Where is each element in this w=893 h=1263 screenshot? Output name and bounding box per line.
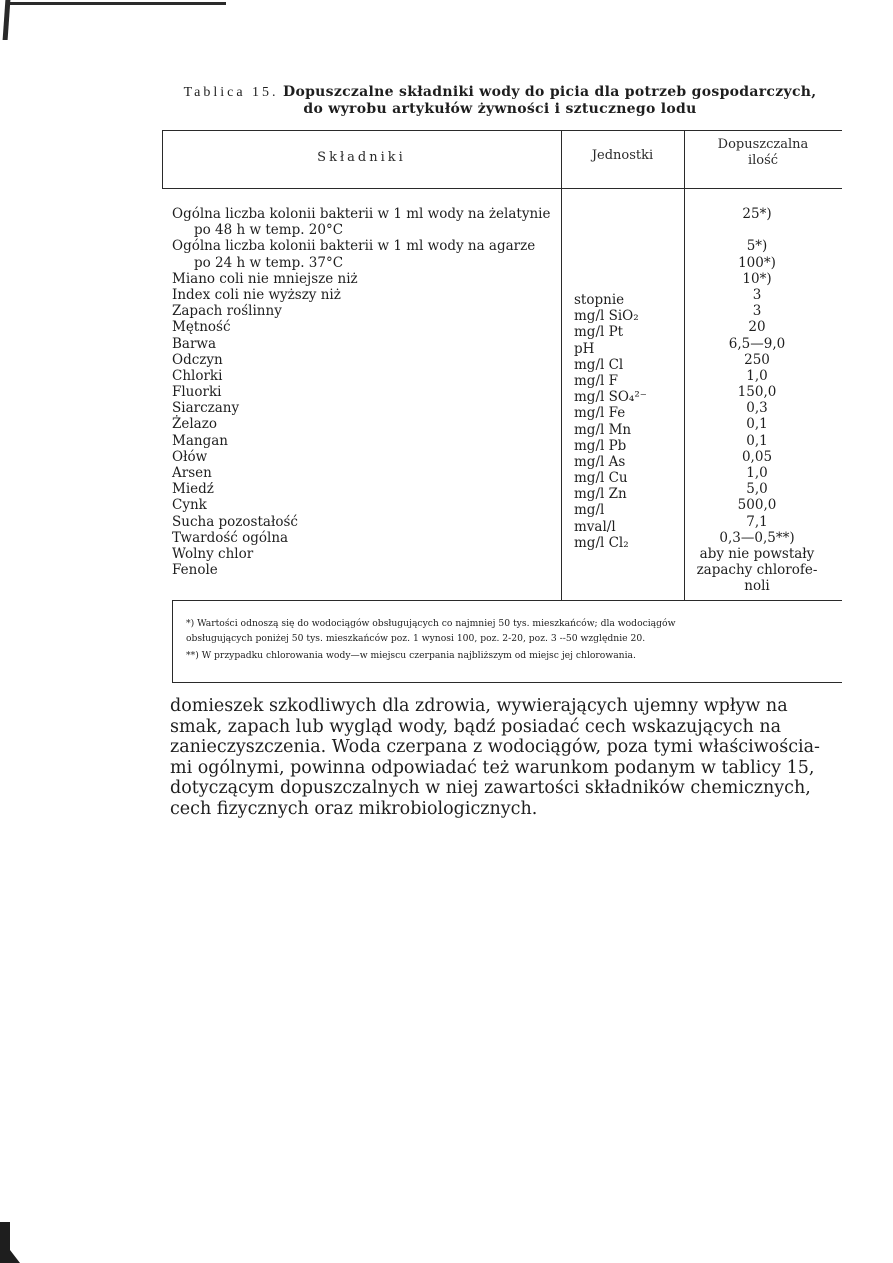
caption-line-1 <box>160 84 840 101</box>
component-row: Żelazo <box>172 416 217 433</box>
table-caption <box>160 84 840 118</box>
value-cell: 3 <box>752 303 762 320</box>
value-cell: 1,0 <box>746 465 768 481</box>
body-paragraph <box>170 696 847 819</box>
value-cell: 25*) <box>742 206 772 222</box>
water-standards-table <box>162 124 842 686</box>
body-line: cech fizycznych oraz mikrobiologicznych. <box>170 798 538 819</box>
value-cell: 500,0 <box>737 497 777 514</box>
value-cell: 100*) <box>738 254 776 271</box>
caption-lead: Tablica 15. <box>183 85 279 100</box>
body-line: dotyczącym dopuszczalnych w niej zawartości składników chemicznych, <box>170 778 811 798</box>
component-row: Ogólna liczba kolonii bakterii w 1 ml wody na żelatynie <box>172 206 551 222</box>
component-row: Ołów <box>172 448 208 465</box>
caption-line-2 <box>160 101 840 118</box>
component-row: Arsen <box>172 465 212 481</box>
unit-cell: stopnie <box>574 292 625 308</box>
header-components: Składniki <box>317 150 406 165</box>
component-row: Ogólna liczba kolonii bakterii w 1 ml wody na agarze <box>172 238 536 255</box>
body-line: zanieczyszczenia. Woda czerpana z wodociągów, poza tymi właściwościa- <box>170 737 820 757</box>
unit-cell: mg/l Cl₂ <box>574 534 629 551</box>
unit-cell: mg/l Pt <box>574 324 624 341</box>
unit-cell: mg/l Cl <box>574 356 624 373</box>
value-cell: 7,1 <box>746 513 768 530</box>
unit-cell: mg/l F <box>574 372 618 389</box>
value-cell: 0,3—0,5**) <box>719 529 795 546</box>
body-line: smak, zapach lub wygląd wody, bądź posiadać cech wskazujących na <box>170 716 782 737</box>
component-row: Twardość ogólna <box>172 529 289 546</box>
value-cell: 5*) <box>746 238 768 255</box>
component-row: Miedź <box>172 481 214 498</box>
header-allowed-line-2: ilość <box>747 153 779 168</box>
rule-header-bottom <box>162 188 842 189</box>
units-column <box>574 292 647 551</box>
unit-cell: mg/l SiO₂ <box>574 308 639 325</box>
header-units: Jednostki <box>591 148 654 163</box>
value-cell: 6,5—9,0 <box>728 335 786 352</box>
header-allowed-line-1: Dopuszczalna <box>717 137 809 152</box>
component-row: po 24 h w temp. 37°C <box>194 254 344 271</box>
value-cell: 5,0 <box>746 481 768 498</box>
value-cell: 0,1 <box>746 416 768 433</box>
rule-notes-bottom <box>172 682 842 683</box>
component-row: Fluorki <box>172 384 222 401</box>
component-row: Wolny chlor <box>172 545 254 562</box>
scan-edge-mark <box>0 1210 22 1263</box>
component-row: Mętność <box>172 319 231 336</box>
components-column <box>172 206 550 578</box>
value-cell: 0,05 <box>741 448 773 465</box>
value-cell: noli <box>744 578 770 595</box>
unit-cell: mg/l Zn <box>574 486 627 503</box>
value-cell: 1,0 <box>746 367 768 384</box>
value-cell: 0,3 <box>746 400 768 417</box>
value-cell: 150,0 <box>737 384 777 401</box>
value-cell: 10*) <box>742 270 772 287</box>
component-row: Mangan <box>172 432 228 449</box>
component-row: Zapach roślinny <box>172 303 282 320</box>
values-column <box>687 206 827 595</box>
value-cell: 20 <box>748 319 766 336</box>
footnote-1-line-2: obsługujących poniżej 50 tys. mieszkańców poz. 1 wynosi 100, poz. 2-20, poz. 3 --50 względnie 20. <box>186 633 646 644</box>
rule-col-2 <box>684 130 685 600</box>
unit-cell: mg/l <box>574 502 605 519</box>
caption-title-2: do wyrobu artykułów żywności i sztucznego lodu <box>303 101 697 117</box>
rule-top <box>162 130 842 131</box>
component-row: Barwa <box>172 335 217 352</box>
component-row: Siarczany <box>172 400 240 417</box>
value-cell: aby nie powstały <box>699 545 815 562</box>
unit-cell: mg/l SO₄²⁻ <box>574 389 647 406</box>
unit-cell: mg/l Mn <box>574 421 632 438</box>
value-cell: 250 <box>744 351 770 368</box>
unit-cell: pH <box>574 340 595 357</box>
unit-cell: mval/l <box>574 518 616 535</box>
scan-corner-mark <box>0 0 230 12</box>
component-row: Fenole <box>172 562 218 579</box>
component-row: Cynk <box>172 497 207 514</box>
component-row: Chlorki <box>172 367 223 384</box>
value-cell: 3 <box>752 286 762 303</box>
value-cell: zapachy chlorofe- <box>696 562 818 579</box>
unit-cell: mg/l Pb <box>574 437 627 454</box>
component-row: Odczyn <box>172 351 223 368</box>
footnote-1-line-1: *) Wartości odnoszą się do wodociągów obsługujących co najmniej 50 tys. mieszkańców; dla wodociągów <box>186 618 676 629</box>
component-row: Sucha pozostałość <box>172 513 298 530</box>
caption-title-1: Dopuszczalne składniki wody do picia dla potrzeb gospodarczych, <box>283 84 817 100</box>
unit-cell: mg/l As <box>574 453 626 470</box>
component-row: Index coli nie wyższy niż <box>172 286 341 303</box>
value-cell: 0,1 <box>746 432 768 449</box>
body-line: mi ogólnymi, powinna odpowiadać też warunkom podanym w tablicy 15, <box>170 757 815 778</box>
component-row: Miano coli nie mniejsze niż <box>172 270 358 287</box>
unit-cell: mg/l Fe <box>574 405 626 422</box>
header-allowed <box>684 137 842 169</box>
rule-col-1 <box>561 130 562 600</box>
rule-body-bottom <box>172 600 842 601</box>
body-line: domieszek szkodliwych dla zdrowia, wywierających ujemny wpływ na <box>170 696 788 716</box>
value-cell-spacer <box>687 222 827 238</box>
component-row: po 48 h w temp. 20°C <box>194 222 344 239</box>
rule-notes-left <box>172 600 173 682</box>
footnote-2: **) W przypadku chlorowania wody—w miejscu czerpania najbliższym od miejsc jej chlorowania. <box>186 650 636 661</box>
unit-cell: mg/l Cu <box>574 470 628 487</box>
